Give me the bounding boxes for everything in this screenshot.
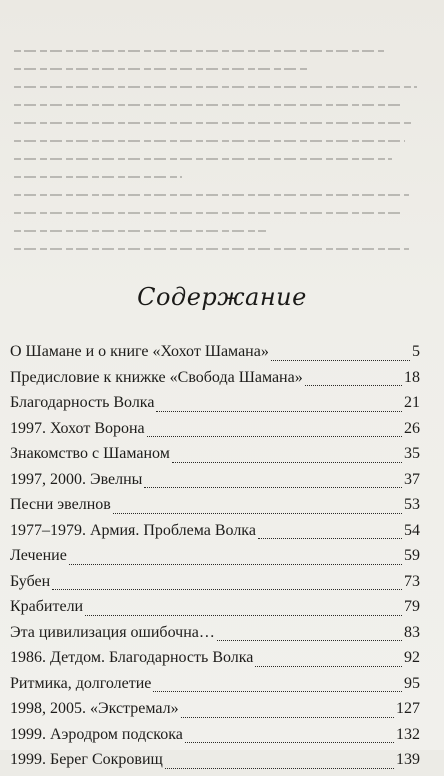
toc-entry-title: 1986. Детдом. Благодарность Волка [10,649,254,666]
leader-dots [172,462,402,463]
toc-entry[interactable] [10,393,420,419]
table-of-contents [10,342,420,776]
toc-entry-title: Ритмика, долголетие [10,674,152,692]
toc-entry-title: Благодарность Волка [10,394,155,411]
toc-entry[interactable] [10,495,420,521]
toc-entry-title: 1999. Аэродром подскока [10,725,183,743]
leader-dots [258,538,402,539]
toc-entry-title: Лечение [10,547,67,564]
toc-entry-page: 92 [404,649,420,666]
toc-entry-title: 1997, 2000. Эвелны [10,470,143,488]
leader-dots [165,768,394,769]
toc-entry[interactable] [10,521,420,547]
toc-entry-page: 127 [396,700,420,717]
toc-entry-page: 79 [404,598,420,615]
toc-entry-page: 26 [404,419,420,437]
toc-entry-page: 83 [404,623,420,641]
toc-entry[interactable] [10,623,420,649]
toc-entry-title: 1997. Хохот Ворона [10,419,145,437]
leader-dots [153,691,402,692]
toc-entry[interactable] [10,342,420,368]
leader-dots [69,564,402,565]
toc-entry-page: 5 [412,343,420,360]
toc-entry[interactable] [10,572,420,598]
toc-entry-page: 73 [404,572,420,590]
toc-entry[interactable] [10,674,420,700]
toc-entry-page: 59 [404,547,420,564]
toc-entry-title: Предисловие к книжке «Свобода Шамана» [10,368,303,386]
toc-entry-title: 1977–1979. Армия. Проблема Волка [10,521,256,539]
toc-entry-title: О Шамане и о книге «Хохот Шамана» [10,343,269,360]
leader-dots [185,742,394,743]
toc-entry-title: Эта цивилизация ошибочна… [10,623,215,641]
leader-dots [85,615,402,616]
toc-entry-page: 139 [396,751,420,768]
toc-entry[interactable] [10,725,420,751]
toc-entry-page: 35 [404,445,420,462]
toc-entry-page: 37 [404,470,420,488]
toc-entry-page: 21 [404,394,420,411]
toc-entry-title: 1998, 2005. «Экстремал» [10,700,179,717]
leader-dots [52,589,402,590]
toc-entry[interactable] [10,444,420,470]
leader-dots [156,411,402,412]
leader-dots [144,487,402,488]
toc-entry-title: 1999. Берег Сокровищ [10,751,163,768]
toc-entry-title: Крабители [10,598,84,615]
toc-entry-page: 53 [404,496,420,513]
toc-entry-title: Песни эвелнов [10,496,111,513]
toc-entry[interactable] [10,597,420,623]
leader-dots [181,717,394,718]
leader-dots [113,513,402,514]
toc-entry[interactable] [10,648,420,674]
toc-entry[interactable] [10,368,420,394]
toc-entry-title: Знакомство с Шаманом [10,445,170,462]
toc-entry-title: Бубен [10,572,51,590]
leader-dots [147,436,402,437]
leader-dots [271,360,410,361]
leader-dots [255,666,402,667]
toc-entry-page: 54 [404,521,420,539]
toc-entry[interactable] [10,546,420,572]
page-title: Содержание [137,283,307,311]
toc-entry-page: 95 [404,674,420,692]
toc-entry[interactable] [10,419,420,445]
leader-dots [305,385,402,386]
toc-entry[interactable] [10,699,420,725]
toc-entry-page: 18 [404,368,420,386]
toc-entry[interactable] [10,470,420,496]
toc-entry[interactable] [10,750,420,776]
leader-dots [217,640,402,641]
toc-entry-page: 132 [396,725,420,743]
